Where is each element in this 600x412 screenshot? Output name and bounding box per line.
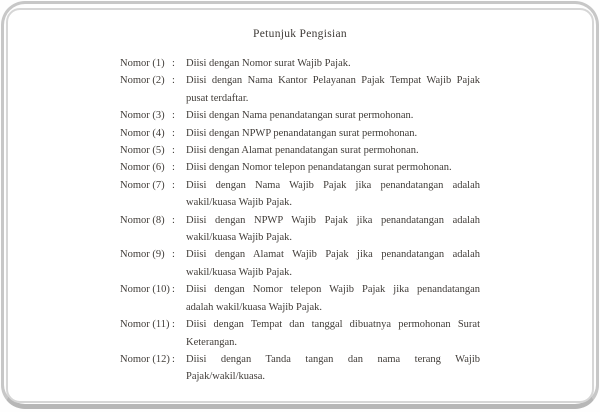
instruction-text-line: Diisi dengan Nama Wajib Pajak jika penandatangan adalah <box>186 179 480 191</box>
instruction-row <box>120 246 480 281</box>
instruction-separator: : <box>172 127 175 139</box>
instruction-text <box>186 107 480 124</box>
instruction-text-line: Diisi dengan Alamat Wajib Pajak jika penandatangan adalah <box>186 249 480 261</box>
instruction-text-line: Diisi dengan Nomor telepon penandatangan surat permohonan. <box>186 162 452 174</box>
instruction-label: Nomor (12) <box>120 353 170 365</box>
instruction-row <box>120 177 480 212</box>
instruction-label: Nomor (3) <box>120 110 165 122</box>
instruction-text-line: Diisi dengan Alamat penandatangan surat permohonan. <box>186 145 419 157</box>
instruction-row <box>120 281 480 316</box>
instruction-label: Nomor (1) <box>120 58 165 69</box>
instruction-label: Nomor (2) <box>120 75 165 87</box>
instruction-row <box>120 72 480 107</box>
instruction-label: Nomor (8) <box>120 214 165 226</box>
instruction-separator: : <box>172 284 175 296</box>
instruction-separator: : <box>172 75 175 87</box>
instruction-text <box>186 281 480 316</box>
instruction-text-line: pusat terdaftar. <box>186 92 249 104</box>
instruction-text-line: wakil/kuasa Wajib Pajak. <box>186 266 292 278</box>
instruction-text-line: Diisi dengan Tempat dan tanggal dibuatnya permohonan Surat <box>186 319 480 331</box>
instruction-text-line: Diisi dengan NPWP penandatangan surat permohonan. <box>186 127 418 139</box>
instruction-label: Nomor (9) <box>120 249 165 261</box>
instruction-text <box>186 212 480 247</box>
instruction-text <box>186 159 480 176</box>
instruction-text-line: Diisi dengan Nomor telepon Wajib Pajak jika penandatangan <box>186 284 480 296</box>
instruction-text-line: Diisi dengan Nama penandatangan surat permohonan. <box>186 110 414 122</box>
instruction-text <box>186 72 480 107</box>
instruction-row <box>120 316 480 351</box>
instruction-text-line: Diisi dengan Tanda tangan dan nama terang Wajib <box>186 353 480 365</box>
instruction-row <box>120 125 480 142</box>
instruction-row <box>120 142 480 159</box>
instruction-label: Nomor (4) <box>120 127 165 139</box>
instruction-label: Nomor (5) <box>120 145 165 157</box>
instruction-separator: : <box>172 319 175 331</box>
instruction-label: Nomor (11) <box>120 319 170 331</box>
instruction-text <box>186 125 480 142</box>
instruction-text <box>186 246 480 281</box>
instruction-text-line: wakil/kuasa Wajib Pajak. <box>186 197 292 209</box>
instruction-text <box>186 55 480 72</box>
instruction-text-line: Keterangan. <box>186 336 238 348</box>
instruction-text-line: Diisi dengan Nomor surat Wajib Pajak. <box>186 58 351 69</box>
instruction-text-line: adalah wakil/kuasa Wajib Pajak. <box>186 301 323 313</box>
instruction-separator: : <box>172 214 175 226</box>
instruction-separator: : <box>172 58 175 69</box>
instruction-text-line: Diisi dengan Nama Kantor Pelayanan Pajak Tempat Wajib Pajak <box>186 75 480 87</box>
instruction-separator: : <box>172 110 175 122</box>
instruction-label: Nomor (10) <box>120 284 170 296</box>
instruction-text <box>186 177 480 212</box>
instruction-row <box>120 159 480 176</box>
instruction-label: Nomor (6) <box>120 162 165 174</box>
instruction-separator: : <box>172 179 175 191</box>
instruction-text <box>186 316 480 351</box>
instruction-row <box>120 55 480 72</box>
instruction-text-line: Diisi dengan NPWP Wajib Pajak jika penandatangan adalah <box>186 214 480 226</box>
page-title: Petunjuk Pengisian <box>253 28 347 40</box>
instruction-label: Nomor (7) <box>120 179 165 191</box>
instruction-text <box>186 351 480 386</box>
instruction-separator: : <box>172 353 175 365</box>
instruction-separator: : <box>172 145 175 157</box>
instruction-row <box>120 351 480 386</box>
instruction-text-line: wakil/kuasa Wajib Pajak. <box>186 232 292 244</box>
instruction-row <box>120 107 480 124</box>
instruction-text-line: Pajak/wakil/kuasa. <box>186 371 266 383</box>
instruction-separator: : <box>172 249 175 261</box>
instruction-separator: : <box>172 162 175 174</box>
instruction-text <box>186 142 480 159</box>
instruction-row <box>120 212 480 247</box>
instruction-list <box>120 55 480 386</box>
